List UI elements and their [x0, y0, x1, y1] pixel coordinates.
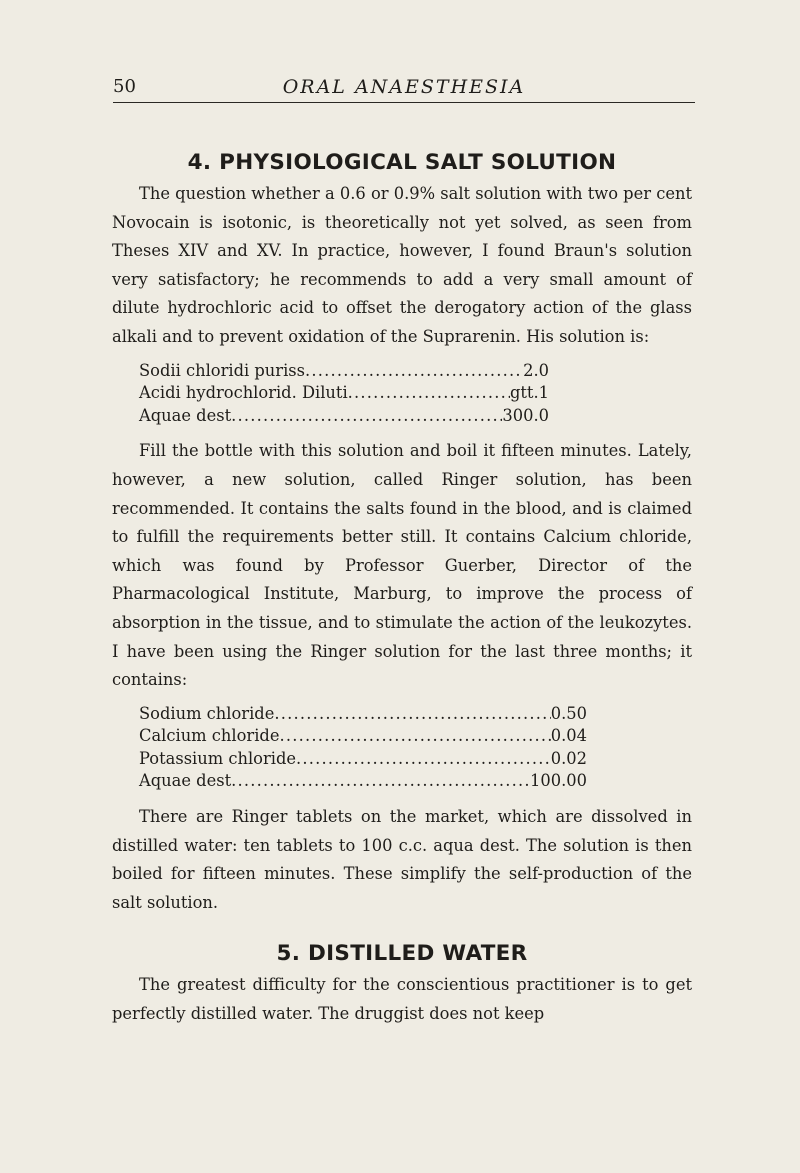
- ingredient-name: Aquae dest: [139, 771, 232, 791]
- ingredient-name: Acidi hydrochlorid. Diluti: [139, 383, 348, 403]
- section-heading-5: 5. DISTILLED WATER: [276, 941, 528, 967]
- leader-dots: [274, 703, 550, 726]
- leader-dots: [296, 748, 551, 771]
- recipe-row: [139, 360, 549, 383]
- ingredient-amount: 0.04: [550, 726, 587, 746]
- recipe-row: [139, 770, 587, 793]
- ingredient-amount: 300.0: [502, 405, 549, 425]
- leader-dots: [231, 770, 530, 793]
- ingredient-amount: 100.00: [530, 771, 587, 791]
- recipe-row: [139, 748, 587, 771]
- paragraph-intro: The question whether a 0.6 or 0.9% salt solution with two per cent Novocain is isotonic, is theoretically not yet solved, as seen from Theses XIV and XV. In practice, however, I found Braun's solution very satisfactory; he recommends to add a very small amount of dilute hydrochloric acid to offset the derogatory action of the glass alkali and to prevent oxidation of the Suprarenin. His solution is:: [112, 184, 692, 346]
- recipe-row: [139, 703, 587, 726]
- leader-dots: [305, 360, 523, 383]
- ingredient-name: Sodium chloride: [139, 703, 275, 723]
- recipe-braun: [139, 360, 549, 428]
- ingredient-name: Sodii chloridi puriss: [139, 360, 305, 380]
- recipe-row: [139, 405, 549, 428]
- page-number: 50: [113, 76, 136, 97]
- ingredient-amount: 0.02: [550, 748, 587, 768]
- leader-dots: [279, 725, 550, 748]
- paragraph-distilled-water: The greatest difficulty for the conscientious practitioner is to get perfectly distilled water. The druggist does not keep: [112, 975, 692, 1024]
- ingredient-name: Calcium chloride: [139, 726, 280, 746]
- page-header: [113, 72, 695, 103]
- recipe-row: [139, 382, 549, 405]
- recipe-row: [139, 725, 587, 748]
- leader-dots: [231, 405, 502, 428]
- leader-dots: [348, 382, 510, 405]
- page-body: [112, 146, 692, 1029]
- running-title: ORAL ANAESTHESIA: [282, 76, 526, 98]
- ingredient-name: Potassium chloride: [139, 748, 297, 768]
- paragraph-ringer: Fill the bottle with this solution and boil it fifteen minutes. Lately, however, a new solution, called Ringer solution, has been recommended. It contains the salts found in the blood, and is claimed to fulfill the requirements better still. It contains Calcium chloride, which was found by Professor Guerber, Director of the Pharmacological Institute, Marburg, to improve the process of absorption in the tissue, and to stimulate the action of the leukozytes. I have been using the Ringer solution for the last three months; it contains:: [112, 441, 692, 690]
- ingredient-name: Aquae dest: [139, 405, 232, 425]
- ingredient-amount: 0.50: [550, 703, 587, 723]
- section-heading-4: 4. PHYSIOLOGICAL SALT SOLUTION: [187, 150, 617, 175]
- recipe-ringer: [139, 703, 587, 793]
- paragraph-tablets: There are Ringer tablets on the market, which are dissolved in distilled water: ten tablets to 100 c.c. aqua dest. The solution is then boiled for fifteen minutes. These simplify the self-production of the salt solution.: [112, 807, 692, 912]
- ingredient-amount: 2.0: [523, 360, 549, 380]
- ingredient-amount: gtt.1: [509, 383, 549, 403]
